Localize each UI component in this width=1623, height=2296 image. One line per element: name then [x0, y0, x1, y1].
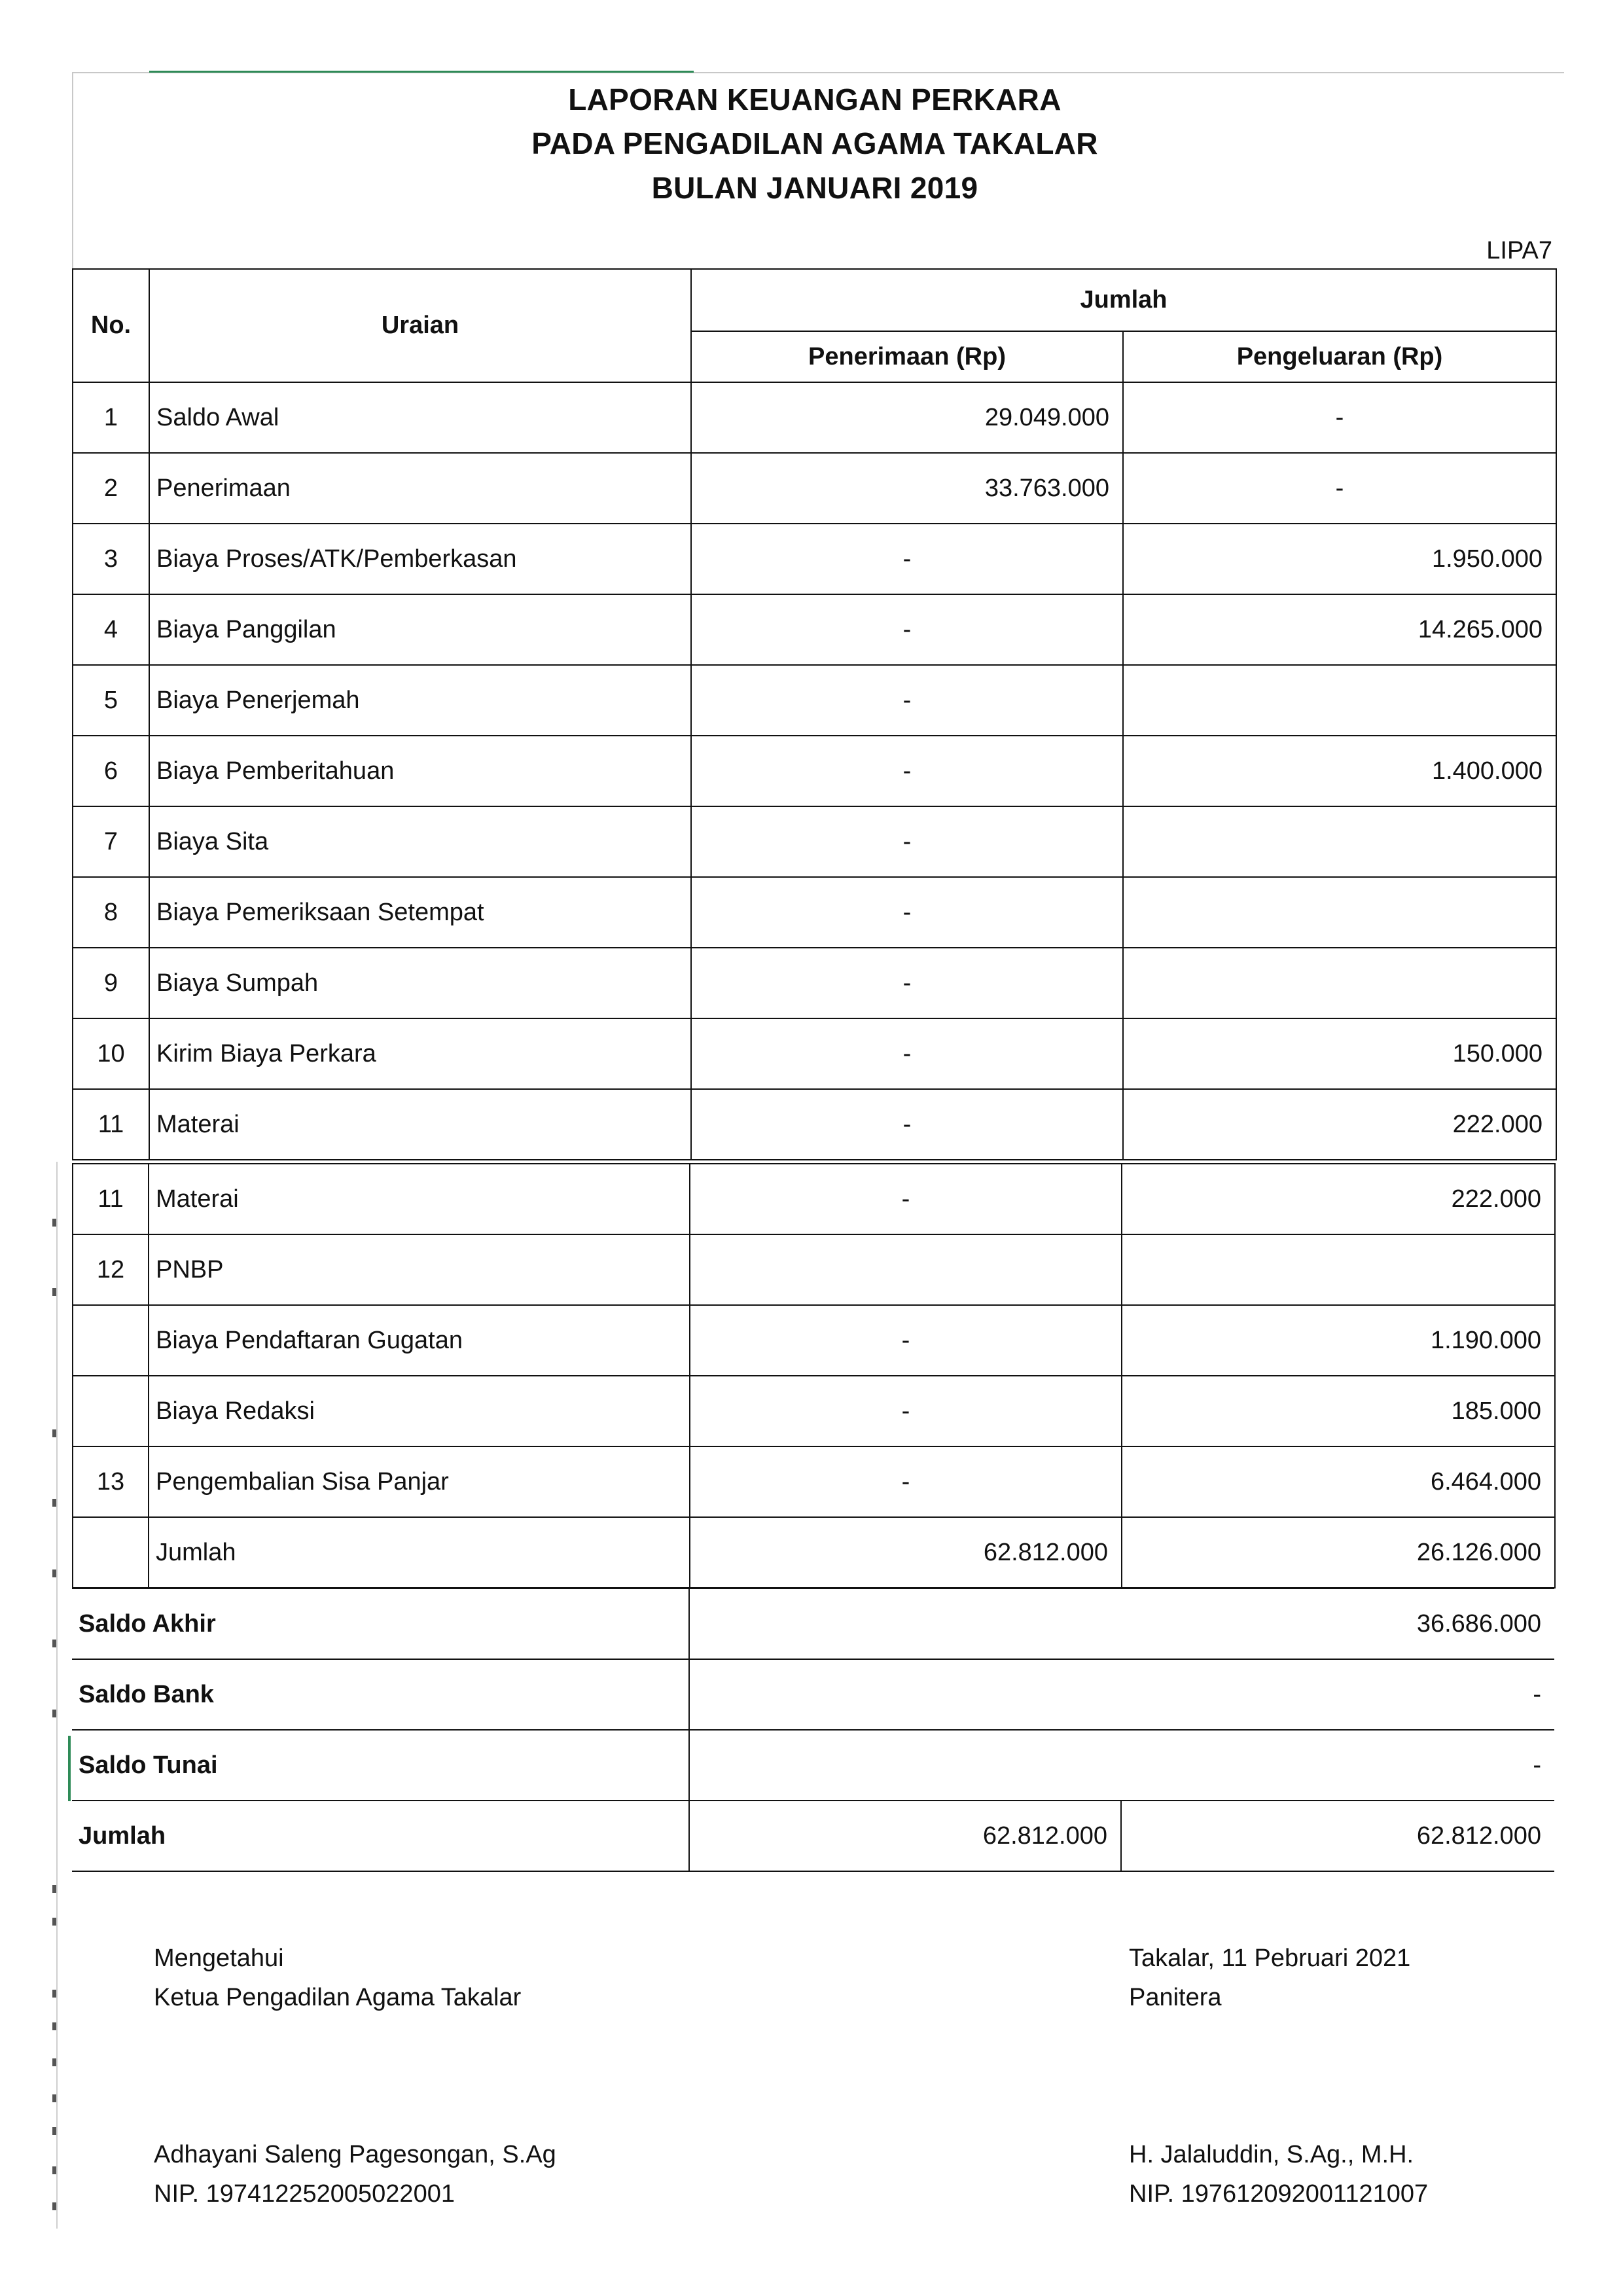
cell-pengeluaran: 222.000	[1123, 1089, 1556, 1160]
cell-uraian: Biaya Sumpah	[149, 948, 691, 1018]
cell-pengeluaran: 1.400.000	[1123, 736, 1556, 806]
report-title-line2: PADA PENGADILAN AGAMA TAKALAR	[531, 126, 1098, 160]
cell-penerimaan: -	[690, 1446, 1122, 1517]
gutter-tick	[52, 1219, 56, 1227]
table-row	[73, 382, 1556, 453]
table-row	[73, 524, 1556, 594]
cell-uraian: Materai	[149, 1164, 690, 1234]
cell-penerimaan: -	[690, 1305, 1122, 1376]
jumlah-pengeluaran: 62.812.000	[1121, 1801, 1554, 1871]
cell-no: 5	[73, 665, 149, 736]
header-penerimaan: Penerimaan (Rp)	[691, 331, 1123, 382]
cell-no	[73, 1376, 149, 1446]
cell-pengeluaran: 26.126.000	[1122, 1517, 1555, 1588]
cell-pengeluaran: 185.000	[1122, 1376, 1555, 1446]
cell-penerimaan: -	[691, 665, 1123, 736]
jumlah-penerimaan: 62.812.000	[689, 1801, 1121, 1871]
saldo-tunai-value: -	[689, 1730, 1554, 1801]
cell-no: 8	[73, 877, 149, 948]
gutter-tick	[52, 2127, 56, 2135]
report-title-line3: BULAN JANUARI 2019	[651, 171, 978, 205]
table-row	[73, 453, 1556, 524]
right-position: Panitera	[1129, 1984, 1222, 2011]
saldo-bank-label: Saldo Bank	[72, 1659, 689, 1730]
row-gutter	[56, 1162, 58, 2229]
sheet-selection-edge	[149, 71, 694, 73]
gutter-tick	[52, 1918, 56, 1926]
gutter-tick	[52, 2058, 56, 2066]
gutter-tick	[52, 1570, 56, 1577]
cell-no	[73, 1517, 149, 1588]
table-row	[73, 877, 1556, 948]
cell-penerimaan: -	[691, 524, 1123, 594]
table-row	[73, 594, 1556, 665]
cell-uraian: Saldo Awal	[149, 382, 691, 453]
signature-left	[154, 1939, 521, 2017]
cell-uraian: PNBP	[149, 1234, 690, 1305]
summary-row-saldo-akhir	[72, 1588, 1554, 1659]
left-position: Ketua Pengadilan Agama Takalar	[154, 1984, 522, 2011]
cell-pengeluaran: 1.190.000	[1122, 1305, 1555, 1376]
cell-uraian: Kirim Biaya Perkara	[149, 1018, 691, 1089]
cell-no	[73, 1305, 149, 1376]
left-signatory-nip: NIP. 197412252005022001	[154, 2180, 455, 2208]
cell-no: 2	[73, 453, 149, 524]
gutter-tick	[52, 1640, 56, 1647]
table-row	[73, 665, 1556, 736]
cell-pengeluaran	[1123, 948, 1556, 1018]
cell-no: 6	[73, 736, 149, 806]
cell-pengeluaran: 1.950.000	[1123, 524, 1556, 594]
cell-penerimaan: 62.812.000	[690, 1517, 1122, 1588]
jumlah-label: Jumlah	[72, 1801, 689, 1871]
cell-no: 11	[73, 1164, 149, 1234]
table-row	[73, 1018, 1556, 1089]
cell-pengeluaran: -	[1123, 453, 1556, 524]
cell-no: 13	[73, 1446, 149, 1517]
cell-pengeluaran: 150.000	[1123, 1018, 1556, 1089]
signature-right	[1129, 1939, 1410, 2017]
cell-no: 3	[73, 524, 149, 594]
table-row	[73, 1234, 1555, 1305]
gutter-tick	[52, 1990, 56, 1998]
gutter-tick	[52, 2166, 56, 2174]
gutter-tick	[52, 1710, 56, 1717]
gutter-tick	[52, 1429, 56, 1437]
header-no: No.	[73, 269, 149, 382]
signature-left-name-block	[154, 2135, 556, 2214]
cell-uraian: Biaya Proses/ATK/Pemberkasan	[149, 524, 691, 594]
cell-pengeluaran	[1123, 806, 1556, 877]
table-row	[73, 1376, 1555, 1446]
cell-pengeluaran: 14.265.000	[1123, 594, 1556, 665]
table-row	[73, 1164, 1555, 1234]
cell-pengeluaran	[1123, 665, 1556, 736]
right-signatory-name: H. Jalaluddin, S.Ag., M.H.	[1129, 2141, 1414, 2168]
saldo-akhir-value: 36.686.000	[689, 1588, 1554, 1659]
cell-penerimaan: -	[691, 877, 1123, 948]
table-row	[73, 806, 1556, 877]
header-pengeluaran: Pengeluaran (Rp)	[1123, 331, 1556, 382]
cell-no: 11	[73, 1089, 149, 1160]
table-row	[73, 948, 1556, 1018]
header-uraian: Uraian	[149, 269, 691, 382]
cell-penerimaan: -	[691, 736, 1123, 806]
cell-uraian: Biaya Penerjemah	[149, 665, 691, 736]
report-code: LIPA7	[1486, 237, 1552, 264]
cell-uraian: Biaya Pemeriksaan Setempat	[149, 877, 691, 948]
cell-pengeluaran	[1122, 1234, 1555, 1305]
cell-penerimaan: -	[690, 1164, 1122, 1234]
gutter-tick	[52, 1288, 56, 1296]
right-signatory-nip: NIP. 197612092001121007	[1129, 2180, 1429, 2208]
summary-table	[72, 1588, 1554, 1872]
summary-row-saldo-bank	[72, 1659, 1554, 1730]
table-row	[73, 1305, 1555, 1376]
cell-penerimaan: -	[690, 1376, 1122, 1446]
active-cell-marker	[68, 1736, 71, 1801]
acknowledge-text: Mengetahui	[154, 1945, 284, 1972]
gutter-tick	[52, 2022, 56, 2030]
finance-table-part2	[72, 1163, 1556, 1588]
cell-uraian: Biaya Panggilan	[149, 594, 691, 665]
cell-pengeluaran	[1123, 877, 1556, 948]
gutter-tick	[52, 1499, 56, 1507]
cell-pengeluaran: 6.464.000	[1122, 1446, 1555, 1517]
report-title-line1: LAPORAN KEUANGAN PERKARA	[568, 82, 1061, 117]
cell-penerimaan: -	[691, 594, 1123, 665]
left-signatory-name: Adhayani Saleng Pagesongan, S.Ag	[154, 2141, 556, 2168]
table-row	[73, 1517, 1555, 1588]
gutter-tick	[52, 2094, 56, 2102]
header-jumlah: Jumlah	[691, 269, 1556, 331]
cell-penerimaan: -	[691, 1018, 1123, 1089]
cell-penerimaan: -	[691, 806, 1123, 877]
cell-penerimaan: -	[691, 1089, 1123, 1160]
saldo-akhir-label: Saldo Akhir	[72, 1588, 689, 1659]
cell-uraian: Materai	[149, 1089, 691, 1160]
gutter-tick	[52, 1885, 56, 1893]
cell-uraian: Biaya Redaksi	[149, 1376, 690, 1446]
cell-penerimaan: 29.049.000	[691, 382, 1123, 453]
signature-right-name-block	[1129, 2135, 1428, 2214]
cell-pengeluaran: 222.000	[1122, 1164, 1555, 1234]
table-row	[73, 1089, 1556, 1160]
cell-penerimaan: 33.763.000	[691, 453, 1123, 524]
cell-uraian: Biaya Pendaftaran Gugatan	[149, 1305, 690, 1376]
cell-pengeluaran: -	[1123, 382, 1556, 453]
table-row	[73, 1446, 1555, 1517]
cell-no: 9	[73, 948, 149, 1018]
cell-no: 10	[73, 1018, 149, 1089]
cell-uraian: Biaya Pemberitahuan	[149, 736, 691, 806]
saldo-bank-value: -	[689, 1659, 1554, 1730]
cell-penerimaan	[690, 1234, 1122, 1305]
cell-no: 12	[73, 1234, 149, 1305]
table-row	[73, 736, 1556, 806]
cell-no: 4	[73, 594, 149, 665]
saldo-tunai-label: Saldo Tunai	[72, 1730, 689, 1801]
cell-uraian: Penerimaan	[149, 453, 691, 524]
gutter-tick	[52, 2202, 56, 2210]
cell-uraian: Biaya Sita	[149, 806, 691, 877]
place-date: Takalar, 11 Pebruari 2021	[1129, 1945, 1411, 1972]
cell-no: 1	[73, 382, 149, 453]
summary-row-saldo-tunai	[72, 1730, 1554, 1801]
cell-uraian: Jumlah	[149, 1517, 690, 1588]
cell-no: 7	[73, 806, 149, 877]
cell-uraian: Pengembalian Sisa Panjar	[149, 1446, 690, 1517]
cell-penerimaan: -	[691, 948, 1123, 1018]
summary-row-jumlah	[72, 1801, 1554, 1871]
finance-table-part1	[72, 268, 1557, 1160]
